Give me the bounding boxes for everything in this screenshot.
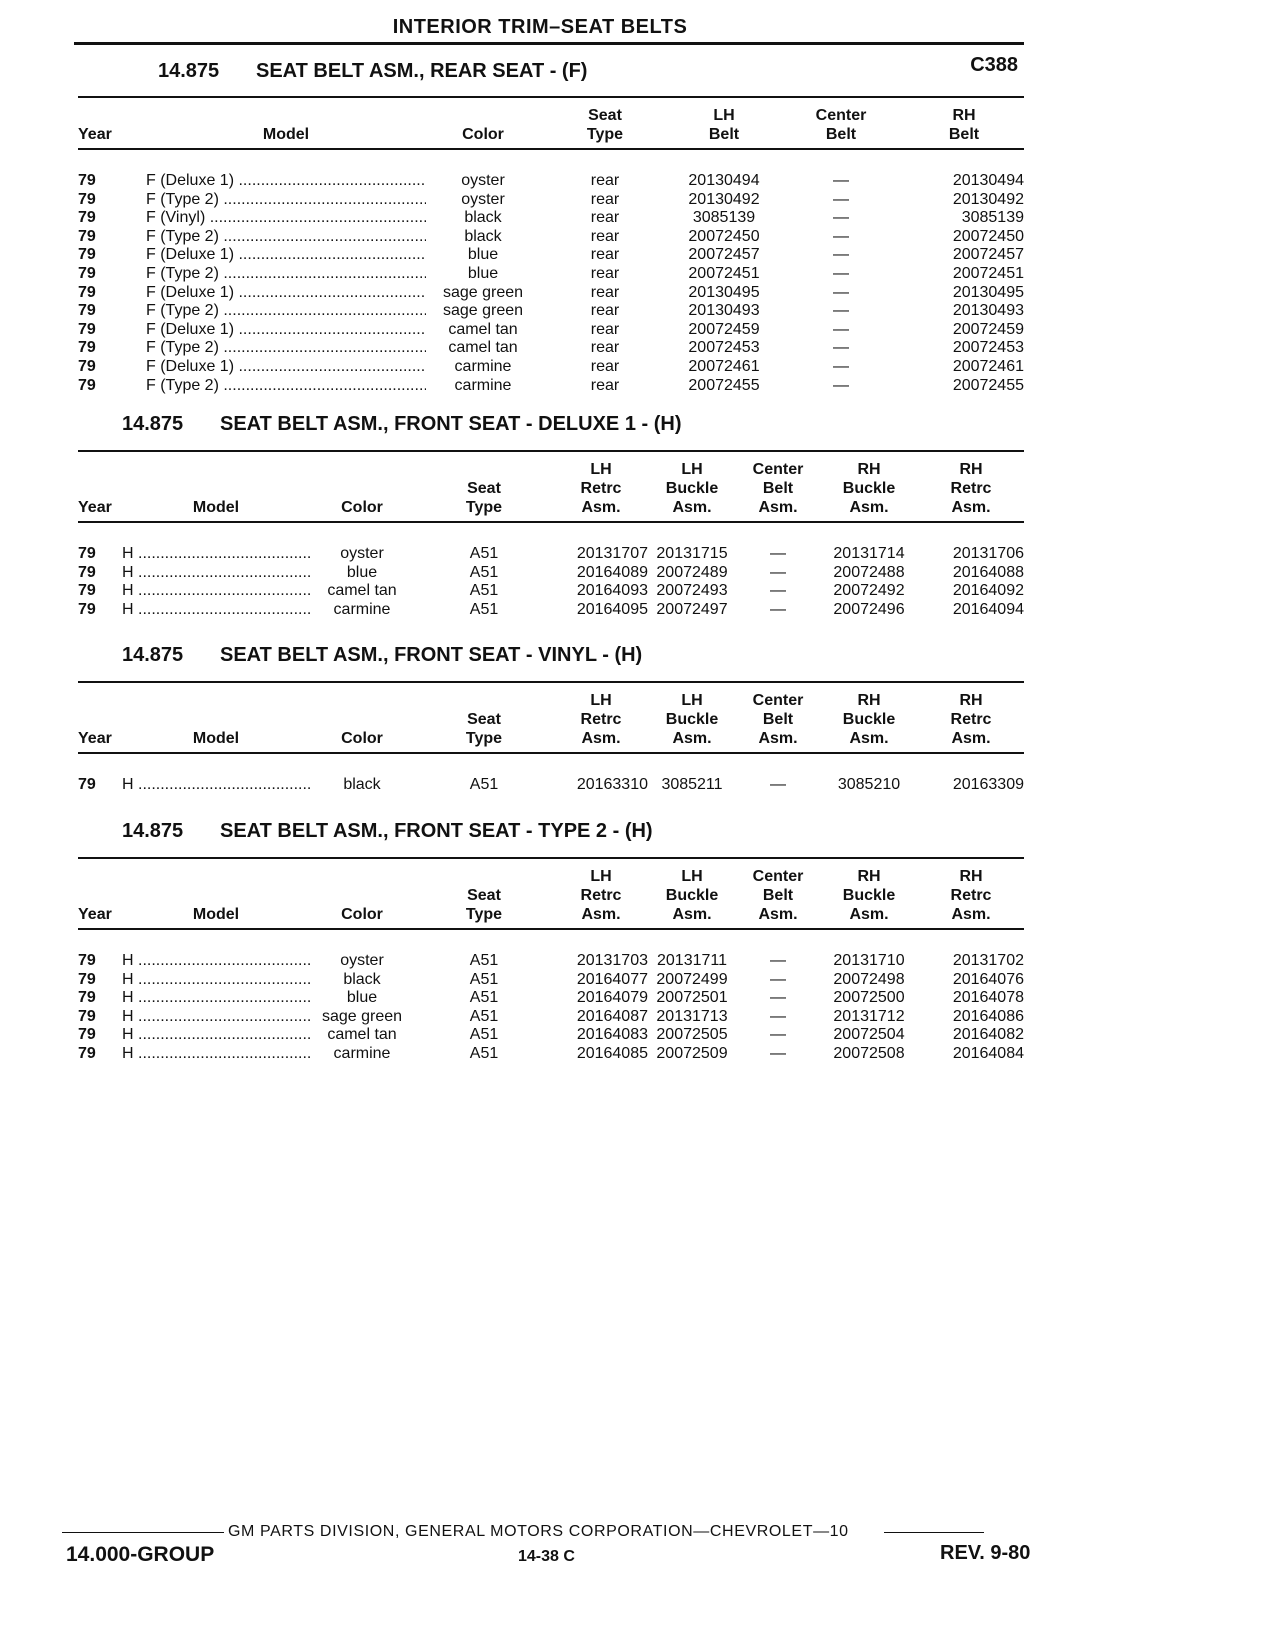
column-header-model: Model	[146, 97, 426, 149]
year-cell: 79	[78, 227, 96, 245]
part-number-cell: 20164087	[576, 1007, 648, 1025]
part-number-cell: 20164076	[952, 970, 1024, 988]
page-title: INTERIOR TRIM–SEAT BELTS	[392, 16, 688, 38]
seat-type-cell: rear	[590, 190, 620, 208]
part-number-cell: 20164093	[576, 582, 648, 600]
seat-type-cell: rear	[590, 209, 620, 227]
part-number-cell: —	[833, 339, 849, 357]
seat-type-cell: rear	[590, 246, 620, 264]
table-row	[78, 971, 1024, 990]
color-cell: carmine	[454, 357, 512, 375]
model-cell: F (Type 2) .....	[146, 377, 426, 396]
part-number-cell: 20164084	[952, 1044, 1024, 1062]
part-number-cell: 20130495	[688, 283, 760, 301]
rear-seat-belt-table	[78, 96, 1024, 395]
column-header-col-5: LH Belt	[670, 97, 778, 149]
model-cell: F (Deluxe 1) .....	[146, 284, 426, 303]
title-rule	[74, 42, 1024, 45]
column-header-seat-type: Seat Type	[414, 682, 554, 753]
year-cell: 79	[78, 357, 96, 375]
column-header-model: Model	[122, 451, 310, 522]
year-cell: 79	[78, 320, 96, 338]
part-number-cell: —	[833, 172, 849, 189]
year-cell: 79	[78, 283, 96, 301]
part-number-cell: 20164089	[576, 563, 648, 581]
table-row	[78, 601, 1024, 620]
part-number-cell: —	[833, 302, 849, 320]
seat-type-cell: A51	[469, 970, 499, 988]
section-heading-front-deluxe	[122, 413, 681, 436]
part-number-cell: 20072451	[952, 264, 1024, 282]
part-number-cell: 20164092	[952, 582, 1024, 600]
color-cell: blue	[467, 264, 499, 282]
part-number-cell: —	[770, 952, 786, 969]
table-row	[78, 753, 1024, 795]
part-number-cell: 3085139	[692, 209, 756, 227]
column-header-seat-type: Seat Type	[414, 451, 554, 522]
year-cell: 79	[78, 172, 96, 189]
model-cell: F (Type 2) .....	[146, 228, 426, 247]
part-number-cell: 20164079	[576, 989, 648, 1007]
part-number-cell: 20072500	[833, 989, 905, 1007]
column-header-seat-type: Seat Type	[540, 97, 670, 149]
model-cell: F (Vinyl) .....	[146, 209, 426, 228]
year-cell: 79	[78, 302, 96, 320]
model-cell: H .....	[122, 601, 310, 620]
part-number-cell: —	[770, 563, 786, 581]
section-title: SEAT BELT ASM., REAR SEAT - (F)	[256, 60, 588, 82]
model-cell: H .....	[122, 753, 310, 795]
model-cell: H .....	[122, 564, 310, 583]
part-number-cell: —	[770, 970, 786, 988]
part-number-cell: 20072498	[833, 970, 905, 988]
color-cell: carmine	[333, 600, 391, 618]
column-header-col-7: Center Belt Asm.	[736, 682, 820, 753]
color-cell: camel tan	[448, 320, 518, 338]
column-header-model: Model	[122, 682, 310, 753]
part-number-cell: 3085211	[661, 776, 723, 793]
table-row	[78, 209, 1024, 228]
column-header-year: Year	[78, 97, 146, 149]
year-cell: 79	[78, 776, 96, 793]
page-number: 14-38 C	[518, 1548, 575, 1565]
model-cell: F (Type 2) .....	[146, 265, 426, 284]
part-number-cell: 3085210	[837, 776, 901, 793]
part-number-cell: 20072461	[688, 357, 760, 375]
color-cell: sage green	[442, 302, 524, 320]
part-number-cell: 20131710	[833, 952, 905, 969]
part-number-cell: 20072508	[833, 1044, 905, 1062]
part-number-cell: 20131713	[656, 1007, 728, 1025]
model-cell: H .....	[122, 929, 310, 971]
section-title: SEAT BELT ASM., FRONT SEAT - DELUXE 1 - (H)	[220, 413, 682, 435]
part-number-cell: —	[770, 545, 786, 562]
column-header-col-7: Center Belt Asm.	[736, 858, 820, 929]
part-number-cell: 20164077	[576, 970, 648, 988]
part-number-cell: 20072504	[833, 1026, 905, 1044]
part-number-cell: 20163310	[576, 776, 648, 793]
column-header-year: Year	[78, 682, 122, 753]
part-number-cell: —	[770, 600, 786, 618]
part-number-cell: —	[833, 376, 849, 394]
page-code: C388	[970, 54, 1018, 76]
model-cell: H .....	[122, 1045, 310, 1064]
section-number: 14.875	[122, 413, 184, 435]
table-row	[78, 191, 1024, 210]
part-number-cell: —	[833, 264, 849, 282]
seat-type-cell: A51	[469, 563, 499, 581]
part-number-cell: 20072489	[656, 563, 728, 581]
column-header-col-7: Center Belt Asm.	[736, 451, 820, 522]
color-cell: oyster	[340, 952, 384, 969]
column-header-col-9: RH Retrc Asm.	[918, 682, 1024, 753]
part-number-cell: 20072488	[833, 563, 905, 581]
color-cell: black	[343, 776, 381, 793]
part-number-cell: 20072450	[688, 227, 760, 245]
part-number-cell: 20130493	[688, 302, 760, 320]
part-number-cell: 20130493	[952, 302, 1024, 320]
part-number-cell: —	[833, 320, 849, 338]
part-number-cell: 20072499	[656, 970, 728, 988]
model-cell: F (Deluxe 1) .....	[146, 358, 426, 377]
front-seat-type2-table	[78, 857, 1024, 1064]
group-label: 14.000-GROUP	[66, 1543, 215, 1566]
seat-type-cell: rear	[590, 302, 620, 320]
year-cell: 79	[78, 1044, 96, 1062]
column-header-col-6: LH Buckle Asm.	[648, 451, 736, 522]
table-row	[78, 149, 1024, 191]
part-number-cell: 20072496	[833, 600, 905, 618]
table-row	[78, 1008, 1024, 1027]
column-header-col-5: LH Retrc Asm.	[554, 682, 648, 753]
year-cell: 79	[78, 600, 96, 618]
color-cell: sage green	[442, 283, 524, 301]
seat-type-cell: rear	[590, 227, 620, 245]
part-number-cell: 20072505	[656, 1026, 728, 1044]
table-row	[78, 929, 1024, 971]
seat-type-cell: A51	[469, 1007, 499, 1025]
section-heading-front-vinyl	[122, 644, 642, 667]
color-cell: oyster	[461, 190, 505, 208]
column-header-year: Year	[78, 451, 122, 522]
part-number-cell: 20072509	[656, 1044, 728, 1062]
seat-type-cell: rear	[590, 376, 620, 394]
part-number-cell: 20131711	[657, 952, 727, 969]
year-cell: 79	[78, 970, 96, 988]
section-title: SEAT BELT ASM., FRONT SEAT - VINYL - (H)	[220, 644, 643, 666]
column-header-col-8: RH Buckle Asm.	[820, 451, 918, 522]
part-number-cell: 20072497	[656, 600, 728, 618]
part-number-cell: 20131714	[833, 545, 905, 562]
table-row	[78, 228, 1024, 247]
table-row	[78, 321, 1024, 340]
table-row	[78, 358, 1024, 377]
part-number-cell: 20163309	[952, 776, 1024, 793]
year-cell: 79	[78, 582, 96, 600]
revision-label: REV. 9-80	[940, 1542, 1031, 1564]
column-header-color: Color	[310, 682, 414, 753]
model-cell: H .....	[122, 989, 310, 1008]
part-number-cell: —	[833, 190, 849, 208]
color-cell: black	[464, 227, 502, 245]
model-cell: F (Type 2) .....	[146, 339, 426, 358]
column-header-col-6: LH Buckle Asm.	[648, 682, 736, 753]
column-header-col-6: Center Belt	[778, 97, 904, 149]
front-seat-vinyl-table	[78, 681, 1024, 795]
header-row	[78, 451, 1024, 522]
seat-type-cell: rear	[590, 339, 620, 357]
year-cell: 79	[78, 246, 96, 264]
model-cell: H .....	[122, 1008, 310, 1027]
column-header-col-6: LH Buckle Asm.	[648, 858, 736, 929]
column-header-col-5: LH Retrc Asm.	[554, 451, 648, 522]
part-number-cell: 20072451	[688, 264, 760, 282]
part-number-cell: —	[770, 582, 786, 600]
part-number-cell: 20072455	[688, 376, 760, 394]
section-heading-front-type2	[122, 820, 653, 843]
table-row	[78, 522, 1024, 564]
section-number: 14.875	[158, 60, 220, 82]
part-number-cell: 20164078	[952, 989, 1024, 1007]
part-number-cell: 20164083	[576, 1026, 648, 1044]
seat-type-cell: rear	[590, 172, 620, 189]
seat-type-cell: A51	[469, 1044, 499, 1062]
model-cell: F (Deluxe 1) .....	[146, 321, 426, 340]
year-cell: 79	[78, 190, 96, 208]
year-cell: 79	[78, 339, 96, 357]
column-header-color: Color	[426, 97, 540, 149]
part-number-cell: 20072459	[952, 320, 1024, 338]
year-cell: 79	[78, 989, 96, 1007]
part-number-cell: 20164095	[576, 600, 648, 618]
part-number-cell: —	[833, 357, 849, 375]
seat-type-cell: A51	[469, 989, 499, 1007]
section-heading-rear-seat	[158, 60, 587, 83]
table-row	[78, 1045, 1024, 1064]
model-cell: F (Type 2) .....	[146, 191, 426, 210]
color-cell: camel tan	[327, 1026, 397, 1044]
column-header-col-7: RH Belt	[904, 97, 1024, 149]
part-number-cell: 20072450	[952, 227, 1024, 245]
part-number-cell: 20131712	[833, 1007, 905, 1025]
part-number-cell: 20131702	[952, 952, 1024, 969]
part-number-cell: 20072501	[656, 989, 728, 1007]
color-cell: blue	[346, 563, 378, 581]
part-number-cell: 3085139	[961, 209, 1024, 227]
model-cell: H .....	[122, 971, 310, 990]
year-cell: 79	[78, 264, 96, 282]
table-row	[78, 302, 1024, 321]
part-number-cell: —	[770, 1026, 786, 1044]
part-number-cell: 20072461	[952, 357, 1024, 375]
column-header-col-9: RH Retrc Asm.	[918, 858, 1024, 929]
color-cell: blue	[346, 989, 378, 1007]
table-row	[78, 265, 1024, 284]
year-cell: 79	[78, 1026, 96, 1044]
part-number-cell: 20164085	[576, 1044, 648, 1062]
seat-type-cell: A51	[469, 952, 499, 969]
model-cell: F (Deluxe 1) .....	[146, 149, 426, 191]
part-number-cell: 20072459	[688, 320, 760, 338]
year-cell: 79	[78, 545, 96, 562]
table-row	[78, 284, 1024, 303]
part-number-cell: 20072453	[688, 339, 760, 357]
color-cell: oyster	[340, 545, 384, 562]
part-number-cell: 20131706	[952, 545, 1024, 562]
year-cell: 79	[78, 376, 96, 394]
seat-type-cell: rear	[590, 264, 620, 282]
seat-type-cell: A51	[469, 600, 499, 618]
seat-type-cell: A51	[469, 1026, 499, 1044]
year-cell: 79	[78, 1007, 96, 1025]
seat-type-cell: rear	[590, 283, 620, 301]
table-row	[78, 582, 1024, 601]
color-cell: carmine	[333, 1044, 391, 1062]
part-number-cell: 20131703	[576, 952, 648, 969]
seat-type-cell: rear	[590, 320, 620, 338]
part-number-cell: —	[770, 989, 786, 1007]
color-cell: black	[464, 209, 502, 227]
part-number-cell: —	[833, 246, 849, 264]
section-title: SEAT BELT ASM., FRONT SEAT - TYPE 2 - (H)	[220, 820, 653, 842]
table-row	[78, 377, 1024, 396]
header-row	[78, 97, 1024, 149]
front-seat-deluxe-table	[78, 450, 1024, 619]
part-number-cell: 20130495	[952, 283, 1024, 301]
column-header-year: Year	[78, 858, 122, 929]
part-number-cell: 20072492	[833, 582, 905, 600]
table-row	[78, 1026, 1024, 1045]
part-number-cell: 20072455	[952, 376, 1024, 394]
part-number-cell: —	[770, 1007, 786, 1025]
part-number-cell: —	[833, 209, 849, 227]
model-cell: F (Type 2) .....	[146, 302, 426, 321]
part-number-cell: —	[833, 283, 849, 301]
column-header-color: Color	[310, 858, 414, 929]
column-header-col-8: RH Buckle Asm.	[820, 858, 918, 929]
seat-type-cell: A51	[469, 545, 499, 562]
color-cell: camel tan	[448, 339, 518, 357]
year-cell: 79	[78, 209, 96, 227]
header-row	[78, 682, 1024, 753]
seat-type-cell: A51	[469, 776, 499, 793]
footer-rule-right	[884, 1532, 984, 1533]
color-cell: black	[343, 970, 381, 988]
column-header-col-8: RH Buckle Asm.	[820, 682, 918, 753]
part-number-cell: 20130492	[688, 190, 760, 208]
table-row	[78, 339, 1024, 358]
color-cell: carmine	[454, 376, 512, 394]
part-number-cell: 20130494	[688, 172, 760, 189]
part-number-cell: 20072457	[952, 246, 1024, 264]
part-number-cell: 20131707	[576, 545, 648, 562]
part-number-cell: 20164086	[952, 1007, 1024, 1025]
year-cell: 79	[78, 563, 96, 581]
section-number: 14.875	[122, 644, 184, 666]
column-header-seat-type: Seat Type	[414, 858, 554, 929]
part-number-cell: 20072493	[656, 582, 728, 600]
color-cell: oyster	[461, 172, 505, 189]
model-cell: H .....	[122, 1026, 310, 1045]
part-number-cell: —	[770, 776, 786, 793]
table-row	[78, 564, 1024, 583]
model-cell: H .....	[122, 582, 310, 601]
part-number-cell: 20164082	[952, 1026, 1024, 1044]
part-number-cell: 20131715	[656, 545, 728, 562]
column-header-color: Color	[310, 451, 414, 522]
section-number: 14.875	[122, 820, 184, 842]
header-row	[78, 858, 1024, 929]
part-number-cell: 20072453	[952, 339, 1024, 357]
color-cell: blue	[467, 246, 499, 264]
footer-publisher: GM PARTS DIVISION, GENERAL MOTORS CORPORATION—CHEVROLET—10	[228, 1523, 849, 1540]
color-cell: sage green	[321, 1007, 403, 1025]
seat-type-cell: rear	[590, 357, 620, 375]
model-cell: F (Deluxe 1) .....	[146, 246, 426, 265]
year-cell: 79	[78, 952, 96, 969]
part-number-cell: 20072457	[688, 246, 760, 264]
table-row	[78, 246, 1024, 265]
model-cell: H .....	[122, 522, 310, 564]
column-header-col-9: RH Retrc Asm.	[918, 451, 1024, 522]
column-header-model: Model	[122, 858, 310, 929]
part-number-cell: —	[770, 1044, 786, 1062]
color-cell: camel tan	[327, 582, 397, 600]
part-number-cell: —	[833, 227, 849, 245]
part-number-cell: 20130494	[952, 172, 1024, 189]
column-header-col-5: LH Retrc Asm.	[554, 858, 648, 929]
seat-type-cell: A51	[469, 582, 499, 600]
part-number-cell: 20130492	[952, 190, 1024, 208]
footer-rule-left	[62, 1532, 224, 1533]
table-row	[78, 989, 1024, 1008]
part-number-cell: 20164088	[952, 563, 1024, 581]
part-number-cell: 20164094	[952, 600, 1024, 618]
